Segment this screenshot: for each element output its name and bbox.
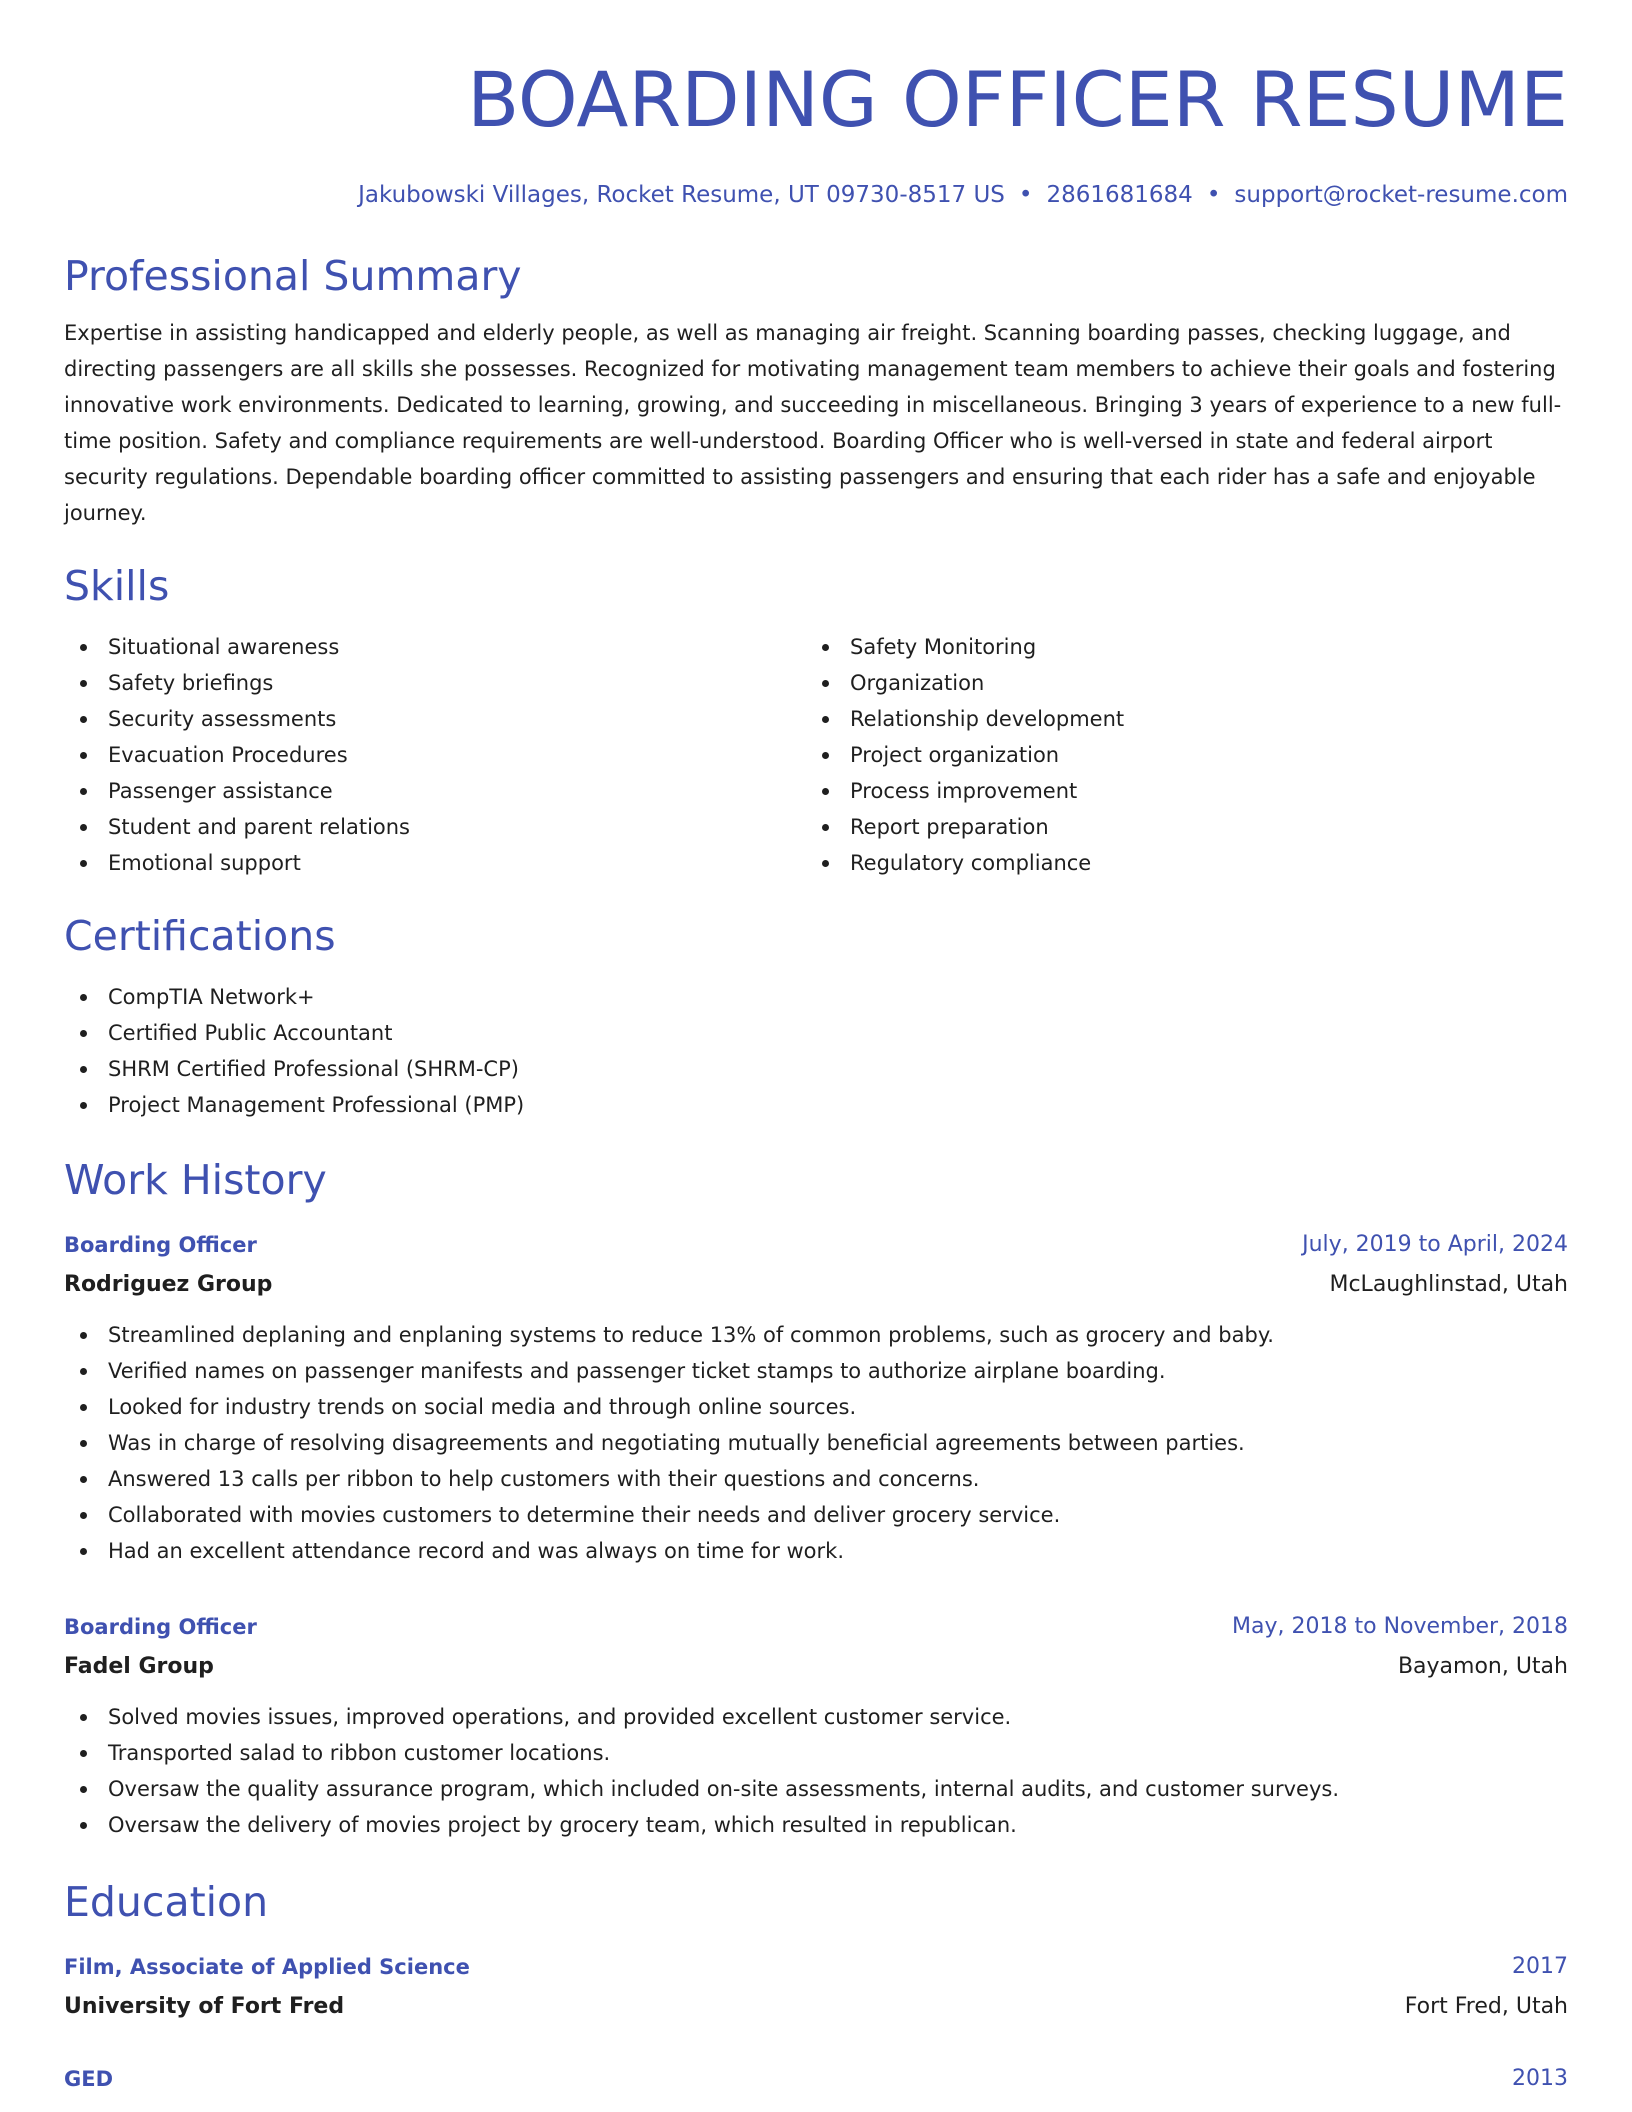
job-company-row [64, 1265, 1568, 1305]
certification-item: Certified Public Accountant [64, 1015, 1568, 1051]
certifications-heading: Certifications [64, 912, 336, 960]
contact-phone: 2861681684 [1046, 182, 1193, 208]
skills-column-right [806, 629, 1548, 881]
resume-header [64, 0, 1568, 210]
contact-line [64, 180, 1568, 210]
skills-list-left [64, 629, 806, 881]
education-degree-row [64, 1947, 1568, 1987]
contact-separator: • [1206, 182, 1221, 208]
job-company: Fadel Group [64, 1654, 214, 1679]
skills-column-left [64, 629, 806, 881]
skill-item: Report preparation [806, 809, 1548, 845]
job-entry [64, 1607, 1568, 1843]
job-dates: July, 2019 to April, 2024 [1302, 1232, 1568, 1257]
education-school: University of Fort Fred [64, 1994, 345, 2019]
certification-item: SHRM Certified Professional (SHRM-CP) [64, 1051, 1568, 1087]
contact-separator: • [1018, 182, 1033, 208]
skill-item: Process improvement [806, 773, 1548, 809]
job-location: McLaughlinstad, Utah [1329, 1272, 1568, 1297]
education-degree-row [64, 2059, 1568, 2099]
skill-item: Situational awareness [64, 629, 806, 665]
skill-item: Organization [806, 665, 1548, 701]
skills-list-right [806, 629, 1548, 881]
job-company-row [64, 1647, 1568, 1687]
job-bullet: Solved movies issues, improved operations, and provided excellent customer service. [64, 1699, 1568, 1735]
skill-item: Passenger assistance [64, 773, 806, 809]
education-heading: Education [64, 1878, 269, 1926]
skills-heading: Skills [64, 562, 170, 610]
certifications-list [64, 979, 1568, 1123]
skill-item: Safety briefings [64, 665, 806, 701]
job-bullet: Collaborated with movies customers to determine their needs and deliver grocery service. [64, 1497, 1568, 1533]
job-bullet: Looked for industry trends on social media and through online sources. [64, 1389, 1568, 1425]
job-location: Bayamon, Utah [1397, 1654, 1568, 1679]
job-role: Boarding Officer [64, 1615, 257, 1639]
skill-item: Regulatory compliance [806, 845, 1548, 881]
job-entry [64, 1225, 1568, 1569]
certification-item: Project Management Professional (PMP) [64, 1087, 1568, 1123]
education-entry [64, 2059, 1568, 2099]
job-bullet: Oversaw the delivery of movies project by grocery team, which resulted in republican. [64, 1807, 1568, 1843]
contact-email: support@rocket-resume.com [1234, 182, 1568, 208]
job-title-row [64, 1607, 1568, 1647]
job-bullet: Verified names on passenger manifests and passenger ticket stamps to authorize airplane boarding. [64, 1353, 1568, 1389]
skill-item: Project organization [806, 737, 1548, 773]
education-year: 2017 [1512, 1954, 1568, 1979]
job-bullet: Answered 13 calls per ribbon to help customers with their questions and concerns. [64, 1461, 1568, 1497]
contact-address: Jakubowski Villages, Rocket Resume, UT 09730-8517 US [358, 182, 1005, 208]
job-bullet: Streamlined deplaning and enplaning systems to reduce 13% of common problems, such as grocery and baby. [64, 1317, 1568, 1353]
job-bullet: Had an excellent attendance record and was always on time for work. [64, 1533, 1568, 1569]
resume-name: BOARDING OFFICER RESUME [467, 55, 1568, 144]
education-degree: Film, Associate of Applied Science [64, 1955, 470, 1979]
skills-grid [64, 629, 1568, 881]
summary-heading: Professional Summary [64, 252, 522, 300]
job-dates: May, 2018 to November, 2018 [1232, 1614, 1568, 1639]
education-year: 2013 [1512, 2066, 1568, 2091]
education-entry [64, 1947, 1568, 2027]
skill-item: Student and parent relations [64, 809, 806, 845]
job-bullet: Was in charge of resolving disagreements and negotiating mutually beneficial agreements between parties. [64, 1425, 1568, 1461]
skill-item: Evacuation Procedures [64, 737, 806, 773]
job-bullets [64, 1317, 1568, 1569]
education-school-row [64, 1987, 1568, 2027]
skill-item: Safety Monitoring [806, 629, 1548, 665]
summary-text: Expertise in assisting handicapped and elderly people, as well as managing air freight. Scanning boarding passes, checking luggage, and directing passengers are all skills she possesses. Recognized for motivating management team members to achieve their goals and fostering innovative work environments. Dedicated to learning, growing, and succeeding in miscellaneous. Bringing 3 years of experience to a new full-time position. Safety and compliance requirements are well-understood. Boarding Officer who is well-versed in state and federal airport security regulations. Dependable boarding officer committed to assisting passengers and ensuring that each rider has a safe and enjoyable journey. [64, 321, 1562, 525]
education-location: Fort Fred, Utah [1404, 1994, 1568, 2019]
job-role: Boarding Officer [64, 1233, 257, 1257]
job-bullets [64, 1699, 1568, 1843]
education-degree: GED [64, 2067, 114, 2091]
job-company: Rodriguez Group [64, 1272, 273, 1297]
skill-item: Relationship development [806, 701, 1548, 737]
certification-item: CompTIA Network+ [64, 979, 1568, 1015]
skill-item: Emotional support [64, 845, 806, 881]
job-bullet: Oversaw the quality assurance program, which included on-site assessments, internal audits, and customer surveys. [64, 1771, 1568, 1807]
skill-item: Security assessments [64, 701, 806, 737]
work-history-heading: Work History [64, 1156, 327, 1204]
job-bullet: Transported salad to ribbon customer locations. [64, 1735, 1568, 1771]
job-title-row [64, 1225, 1568, 1265]
